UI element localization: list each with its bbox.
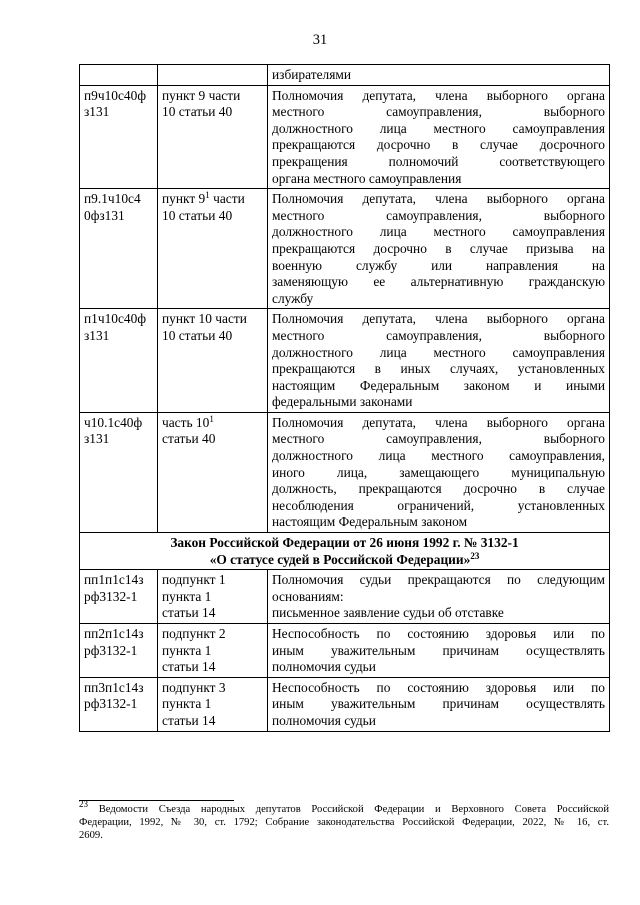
section-row (80, 533, 610, 570)
section-heading: Закон Российской Федерации от 26 июня 1992 г. № 3132-1 «О статусе судей в Российской Федерации»$^{23}$ (80, 533, 610, 570)
code-cell: пп1п1с14з рф3132-1 (80, 570, 158, 624)
code-cell: п9.1ч10с4 0фз131 (80, 189, 158, 309)
footnote-number: 23 (79, 799, 88, 809)
text-cell: Полномочия судьи прекращаются по следующим основаниям: письменное заявление судьи об отставке (268, 570, 610, 624)
reference-cell: подпункт 2 пункта 1 статьи 14 (158, 624, 268, 678)
code-cell: пп3п1с14з рф3132-1 (80, 677, 158, 731)
code-cell: пп2п1с14з рф3132-1 (80, 624, 158, 678)
table-row (80, 570, 610, 624)
table-row (80, 65, 610, 86)
code-cell: ч10.1с40ф з131 (80, 412, 158, 532)
reference-cell: пункт $9^1$ части 10 статьи 40 (158, 189, 268, 309)
footnote: $^{23}$ Ведомости Съезда народных депутатов Российской Федерации и Верховного Совета Российской Федерации, 1992, № 30, ст. 1792; Собрание законодательства Российской Федерации, 2022, № 16, ст. 2609. (79, 799, 609, 842)
reference-cell: подпункт 1 пункта 1 статьи 14 (158, 570, 268, 624)
text-cell: Неспособность по состоянию здоровья или по иным уважительным причинам осуществлять полномочия судьи (268, 624, 610, 678)
reference-cell: пункт 10 части 10 статьи 40 (158, 309, 268, 413)
text-cell: Полномочия депутата, члена выборного органа местного самоуправления, выборного должностного лица местного самоуправления, иного лица, замещающего муниципальную должность, прекращаются досрочно в случае несоблюдения ограничений, установленных настоящим Федеральным законом (268, 412, 610, 532)
text-cell: избирателями (268, 65, 610, 86)
text-cell: Полномочия депутата, члена выборного органа местного самоуправления, выборного должностного лица местного самоуправления прекращаются досрочно в случае призыва на военную службу или направления на заменяющую ее альтернативную гражданскую службу (268, 189, 610, 309)
code-cell: п9ч10с40ф з131 (80, 85, 158, 189)
code-cell (80, 65, 158, 86)
reference-cell: пункт 9 части 10 статьи 40 (158, 85, 268, 189)
table-row (80, 624, 610, 678)
text-cell: Полномочия депутата, члена выборного органа местного самоуправления, выборного должностного лица местного самоуправления прекращаются досрочно в случае досрочного прекращения полномочий соответствующего органа местного самоуправления (268, 85, 610, 189)
table-row (80, 309, 610, 413)
text-cell: Неспособность по состоянию здоровья или по иным уважительным причинам осуществлять полномочия судьи (268, 677, 610, 731)
code-cell: п1ч10с40ф з131 (80, 309, 158, 413)
table-row (80, 189, 610, 309)
legal-reference-table (79, 64, 610, 732)
table-row (80, 85, 610, 189)
footnote-divider (79, 800, 234, 801)
table-row (80, 677, 610, 731)
text-cell: Полномочия депутата, члена выборного органа местного самоуправления, выборного должностного лица местного самоуправления прекращаются в иных случаях, установленных настоящим Федеральным законом и иными федеральными законами (268, 309, 610, 413)
reference-cell (158, 65, 268, 86)
reference-cell: часть $10^1$ статьи 40 (158, 412, 268, 532)
page-number: 31 (312, 32, 328, 48)
reference-cell: подпункт 3 пункта 1 статьи 14 (158, 677, 268, 731)
table-row (80, 412, 610, 532)
footnote-reference: 23 (470, 550, 480, 561)
